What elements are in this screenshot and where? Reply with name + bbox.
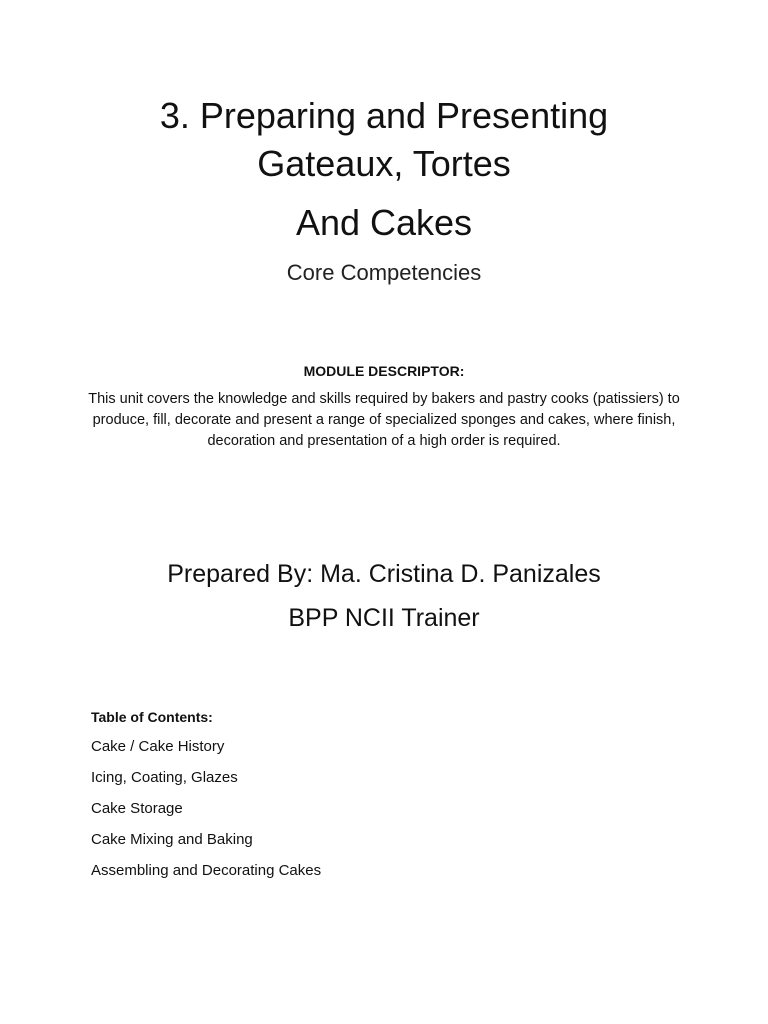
toc-item-cake-history: Cake / Cake History: [91, 738, 225, 755]
trainer-role: BPP NCII Trainer: [288, 604, 480, 632]
toc-item-cake-storage: Cake Storage: [91, 800, 183, 817]
title-line-2: Gateaux, Tortes: [257, 143, 511, 184]
toc-item-cake-mixing-baking: Cake Mixing and Baking: [91, 831, 253, 848]
module-descriptor-body: This unit covers the knowledge and skills required by bakers and pastry cooks (patissiers) to produce, fill, decorate and present a range of specialized sponges and cakes, where finish, decoration and presentation of a high order is required.: [88, 391, 680, 449]
module-descriptor-heading: MODULE DESCRIPTOR:: [303, 363, 465, 379]
toc-heading: Table of Contents:: [91, 709, 213, 725]
toc-item-assembling-decorating: Assembling and Decorating Cakes: [91, 862, 322, 879]
prepared-by: Prepared By: Ma. Cristina D. Panizales: [167, 560, 601, 588]
table-of-contents: [91, 707, 591, 892]
subtitle: Core Competencies: [286, 260, 482, 285]
title-line-3: And Cakes: [295, 202, 473, 243]
toc-item-icing-coating-glazes: Icing, Coating, Glazes: [91, 769, 238, 786]
title-line-1: 3. Preparing and Presenting: [159, 95, 609, 136]
toc-list: [91, 737, 591, 892]
